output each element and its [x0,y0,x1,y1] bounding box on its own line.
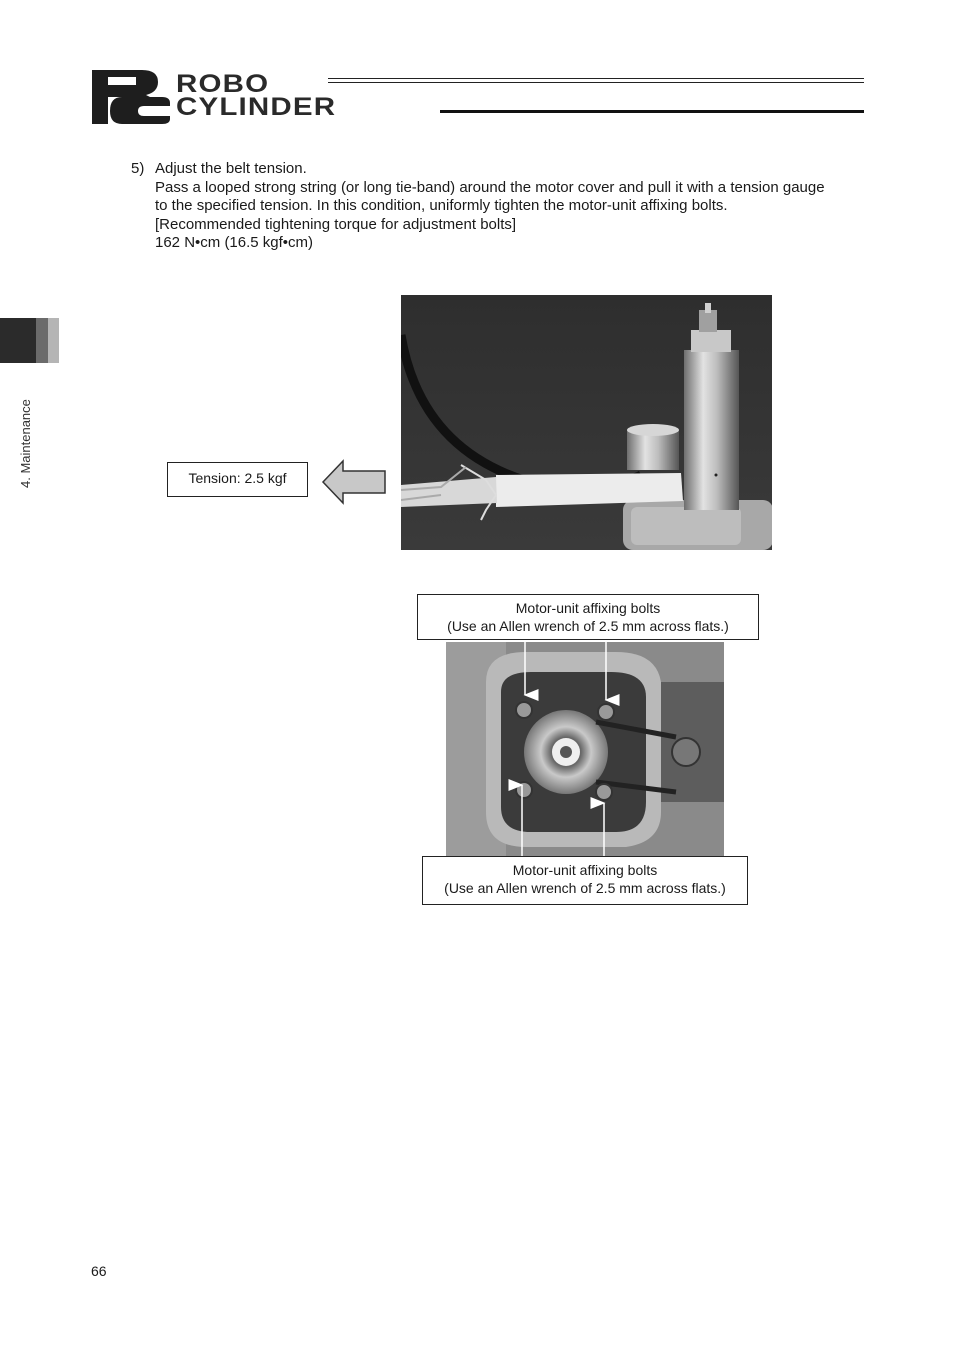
rc-logo [92,70,170,124]
chapter-tab-mid [36,318,48,363]
step-line-2: Pass a looped strong string (or long tie-band) around the motor cover and pull it with a tension gauge [155,178,825,196]
chapter-tab-light [48,318,59,363]
logo-wordmark [176,70,337,121]
header-rule-thick [440,110,864,113]
step-number: 5) [131,160,145,177]
step-line-1: Adjust the belt tension. [155,160,307,177]
callout-leader-lines [400,635,780,860]
callout-top-bolts [417,594,759,640]
header-rule-thin-2 [328,82,864,83]
tension-label: Tension: 2.5 kgf [167,462,308,497]
left-arrow-icon [321,458,387,506]
step-line-5: 162 N•cm (16.5 kgf•cm) [155,234,314,251]
chapter-label: 4. Maintenance [18,399,33,488]
logo-text-cylinder: CYLINDER [176,93,337,121]
logo-text-robo: ROBO [176,70,270,98]
callout-top-line1: Motor-unit affixing bolts [515,600,661,616]
callout-bottom-bolts [422,856,748,905]
belt-tension-photo [401,295,772,550]
step-line-3: to the specified tension. In this condition, uniformly tighten the motor-unit affixing bolts. [155,197,728,214]
chapter-tab-dark [0,318,36,363]
header-rule-thin-1 [328,78,864,79]
page-number: 66 [91,1263,107,1279]
callout-top-line2: (Use an Allen wrench of 2.5 mm across flats.) [447,618,729,634]
callout-bottom-line1: Motor-unit affixing bolts [512,862,658,878]
callout-bottom-line2: (Use an Allen wrench of 2.5 mm across flats.) [444,880,726,896]
step-line-4: [Recommended tightening torque for adjustment bolts] [155,215,517,233]
